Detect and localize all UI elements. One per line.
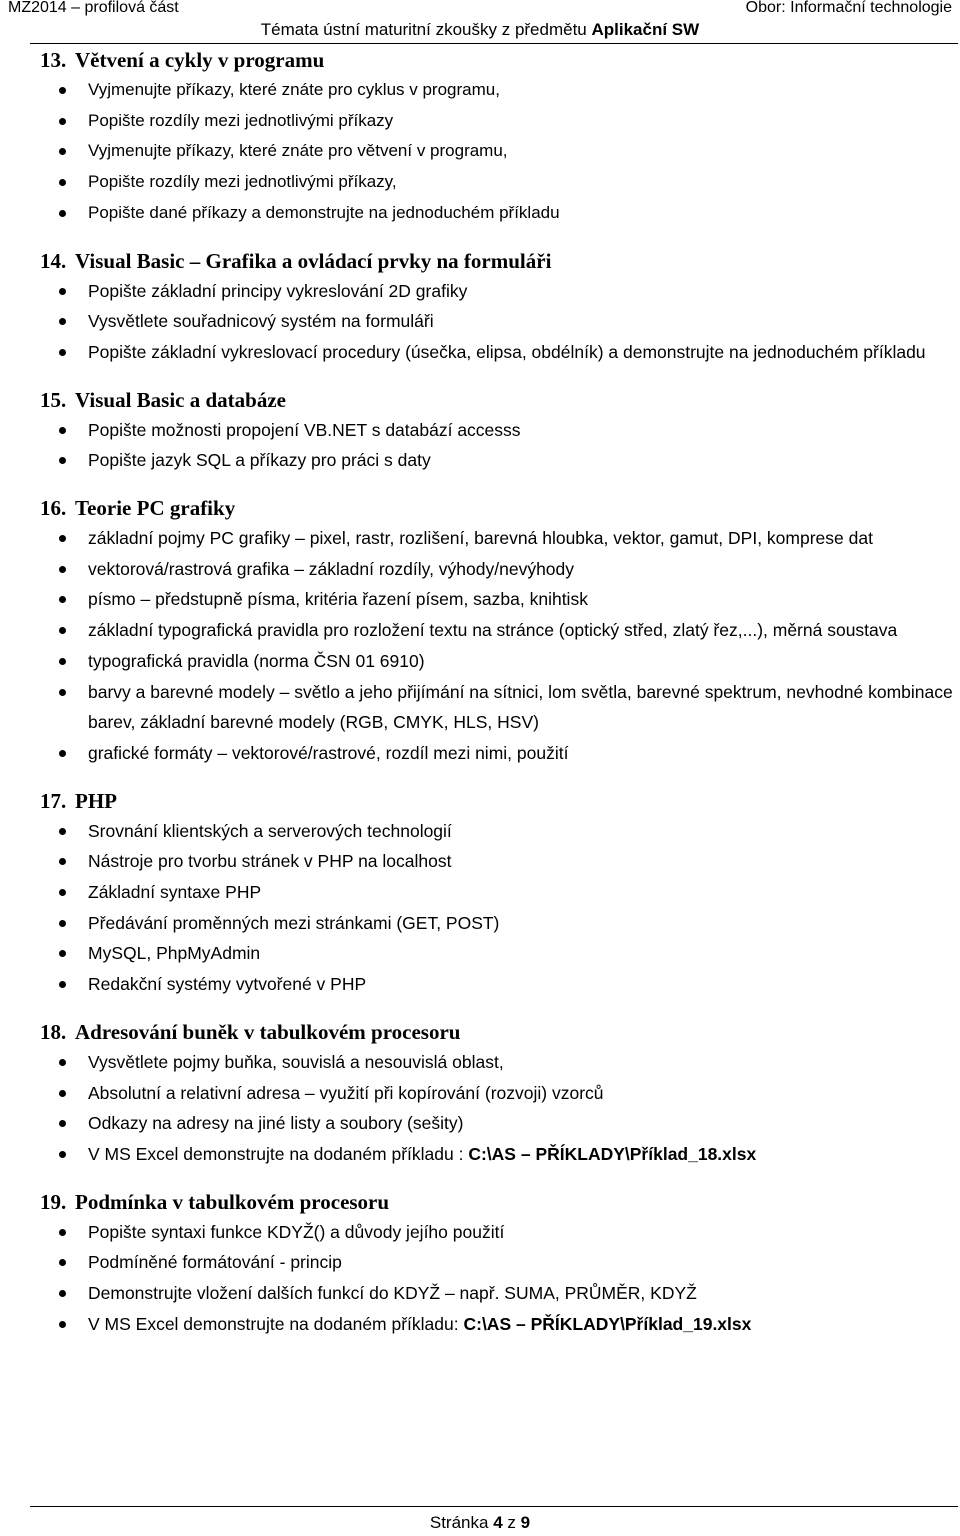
list-item-text: Popište rozdíly mezi jednotlivými příkazy,: [88, 172, 397, 192]
section-title: [40, 1018, 955, 1047]
bullet-list: [40, 75, 955, 229]
footer-page-word: Stránka: [429, 1513, 489, 1532]
list-item: [40, 75, 955, 106]
list-item: [40, 276, 955, 307]
list-item: [40, 1047, 955, 1078]
section-title: [40, 247, 955, 276]
bullet-icon: [59, 318, 66, 325]
list-item: [40, 523, 955, 554]
list-item: [40, 1217, 955, 1248]
section-14: [40, 247, 955, 368]
list-item-text: Demonstrujte vložení dalších funkcí do KDYŽ – např. SUMA, PRŮMĚR, KDYŽ: [88, 1283, 697, 1304]
footer-page-total: 9: [520, 1513, 531, 1532]
section-title-text: Visual Basic – Grafika a ovládací prvky na formuláři: [75, 248, 552, 273]
bullet-icon: [59, 1290, 66, 1297]
list-item: [40, 167, 955, 198]
section-number: 18.: [40, 1019, 67, 1044]
list-item: [40, 816, 955, 847]
list-item: [40, 846, 955, 877]
list-item-text: Vysvětlete pojmy buňka, souvislá a nesouvislá oblast,: [88, 1051, 504, 1072]
bullet-icon: [59, 658, 66, 665]
bullet-icon: [59, 689, 66, 696]
list-item: [40, 415, 955, 446]
section-18: [40, 1018, 955, 1170]
list-item-text: Vysvětlete souřadnicový systém na formuláři: [88, 311, 434, 332]
section-title-text: Visual Basic a databáze: [75, 387, 286, 412]
section-title-text: Podmínka v tabulkovém procesoru: [75, 1189, 390, 1214]
list-item: [40, 938, 955, 969]
list-item: [40, 738, 955, 769]
list-item-text: Srovnání klientských a serverových technologií: [88, 820, 452, 841]
file-path: C:\AS – PŘÍKLADY\Příklad_19.xlsx: [463, 1313, 752, 1334]
bullet-icon: [59, 858, 66, 865]
list-item-text: Popište základní principy vykreslování 2D grafiky: [88, 280, 468, 301]
list-item: [40, 646, 955, 677]
bullet-list: [40, 276, 955, 368]
section-number: 15.: [40, 387, 67, 412]
bullet-list: [40, 1047, 955, 1170]
header-subtitle-subject: Aplikační SW: [591, 20, 700, 39]
list-item: [40, 445, 955, 476]
footer-of-word: z: [507, 1513, 516, 1532]
list-item: [40, 908, 955, 939]
section-17: [40, 787, 955, 1000]
list-item-text: Předávání proměnných mezi stránkami (GET, POST): [88, 912, 500, 933]
list-item: [40, 198, 955, 229]
bullet-icon: [59, 750, 66, 757]
section-title-text: PHP: [75, 788, 117, 813]
list-item: [40, 1247, 955, 1278]
list-item-text: Vyjmenujte příkazy, které znáte pro cyklus v programu,: [88, 80, 500, 99]
header-left: MZ2014 – profilová část: [8, 0, 179, 16]
bullet-icon: [59, 349, 66, 356]
section-title: [40, 494, 955, 523]
section-number: 14.: [40, 248, 67, 273]
header-subtitle-prefix: Témata ústní maturitní zkoušky z předmětu: [260, 20, 587, 39]
section-title: [40, 787, 955, 816]
bullet-icon: [59, 889, 66, 896]
bullet-list: [40, 1217, 955, 1340]
section-title-text: Adresování buněk v tabulkovém procesoru: [75, 1019, 461, 1044]
list-item-text: Popište syntaxi funkce KDYŽ() a důvody jejího použití: [88, 1221, 505, 1242]
section-19: [40, 1188, 955, 1340]
file-path: C:\AS – PŘÍKLADY\Příklad_18.xlsx: [468, 1143, 757, 1164]
list-item: [40, 1108, 955, 1139]
list-item: [40, 677, 955, 738]
list-item: [40, 337, 955, 368]
list-item-text: Popište jazyk SQL a příkazy pro práci s daty: [88, 450, 431, 471]
bullet-list: [40, 415, 955, 476]
list-item-text: grafické formáty – vektorové/rastrové, rozdíl mezi nimi, použití: [88, 742, 569, 763]
list-item: [40, 136, 955, 167]
section-title: [40, 46, 955, 75]
list-item: [40, 584, 955, 615]
list-item-text: V MS Excel demonstrujte na dodaném příkladu:: [88, 1313, 464, 1334]
page-footer: [0, 1513, 960, 1533]
list-item: [40, 106, 955, 137]
bullet-icon: [59, 981, 66, 988]
bullet-icon: [59, 457, 66, 464]
bullet-icon: [59, 1059, 66, 1066]
bullet-icon: [59, 148, 66, 155]
list-item-text: V MS Excel demonstrujte na dodaném příkladu :: [88, 1143, 469, 1164]
bullet-list: [40, 816, 955, 1000]
list-item-text: Vyjmenujte příkazy, které znáte pro větvení v programu,: [88, 141, 508, 161]
section-13: [40, 46, 955, 229]
section-number: 13.: [40, 48, 67, 72]
list-item-text: Popište rozdíly mezi jednotlivými příkazy: [88, 110, 394, 130]
list-item-text: Popište dané příkazy a demonstrujte na jednoduchém příkladu: [88, 202, 560, 222]
list-item: [40, 877, 955, 908]
bullet-icon: [59, 87, 66, 94]
bullet-icon: [59, 566, 66, 573]
list-item: [40, 969, 955, 1000]
bullet-icon: [59, 1229, 66, 1236]
bullet-icon: [59, 950, 66, 957]
list-item-text: typografická pravidla (norma ČSN 01 6910): [88, 650, 425, 671]
bullet-icon: [59, 1151, 66, 1158]
list-item: [40, 306, 955, 337]
section-number: 17.: [40, 788, 67, 813]
footer-rule: [30, 1506, 958, 1507]
list-item: [40, 615, 955, 646]
list-item-text: Popište možnosti propojení VB.NET s databází accesss: [88, 419, 521, 440]
header-rule: [30, 43, 958, 44]
list-item-text: Odkazy na adresy na jiné listy a soubory (sešity): [88, 1113, 464, 1134]
bullet-icon: [59, 596, 66, 603]
list-item: [40, 1139, 955, 1170]
list-item: [40, 554, 955, 585]
section-number: 19.: [40, 1189, 67, 1214]
list-item-text: Popište základní vykreslovací procedury (úsečka, elipsa, obdélník) a demonstrujte na jednoduchém příkladu: [88, 341, 926, 362]
list-item: [40, 1078, 955, 1109]
list-item-text: písmo – předstupně písma, kritéria řazení písem, sazba, knihtisk: [88, 589, 588, 610]
list-item-text: základní pojmy PC grafiky – pixel, rastr, rozlišení, barevná hloubka, vektor, gamut, DPI, komprese dat: [88, 528, 873, 549]
list-item-text: MySQL, PhpMyAdmin: [88, 943, 261, 964]
section-title: [40, 386, 955, 415]
section-title-text: Teorie PC grafiky: [75, 496, 236, 521]
list-item-text: barvy a barevné modely – světlo a jeho přijímání na sítnici, lom světla, barevné spektrum, nevhodné kombinace barev, základní barevné modely (RGB, CMYK, HLS, HSV): [88, 681, 953, 733]
document-body: [40, 46, 955, 1340]
section-16: [40, 494, 955, 769]
bullet-icon: [59, 210, 66, 217]
bullet-icon: [59, 1259, 66, 1266]
bullet-icon: [59, 1321, 66, 1328]
footer-page-number: 4: [493, 1513, 503, 1532]
list-item: [40, 1278, 955, 1309]
section-title-text: Větvení a cykly v programu: [75, 48, 325, 72]
list-item-text: vektorová/rastrová grafika – základní rozdíly, výhody/nevýhody: [88, 558, 575, 579]
list-item-text: Podmíněné formátování - princip: [88, 1252, 342, 1273]
header-right: Obor: Informační technologie: [745, 0, 952, 16]
list-item-text: Základní syntaxe PHP: [88, 882, 262, 903]
bullet-icon: [59, 920, 66, 927]
list-item: [40, 1309, 955, 1340]
bullet-icon: [59, 1120, 66, 1127]
section-title: [40, 1188, 955, 1217]
section-15: [40, 386, 955, 476]
list-item-text: Absolutní a relativní adresa – využití při kopírování (rozvoji) vzorců: [88, 1082, 604, 1103]
bullet-icon: [59, 179, 66, 186]
bullet-icon: [59, 535, 66, 542]
list-item-text: Redakční systémy vytvořené v PHP: [88, 974, 367, 995]
bullet-icon: [59, 427, 66, 434]
list-item-text: Nástroje pro tvorbu stránek v PHP na localhost: [88, 851, 452, 872]
bullet-icon: [59, 828, 66, 835]
section-number: 16.: [40, 496, 67, 521]
bullet-icon: [59, 627, 66, 634]
page-header: [0, 0, 960, 44]
bullet-list: [40, 523, 955, 769]
bullet-icon: [59, 288, 66, 295]
header-subtitle: [0, 20, 960, 40]
bullet-icon: [59, 118, 66, 125]
list-item-text: základní typografická pravidla pro rozložení textu na stránce (optický střed, zlatý řez,...), měrná soustava: [88, 620, 898, 641]
bullet-icon: [59, 1090, 66, 1097]
